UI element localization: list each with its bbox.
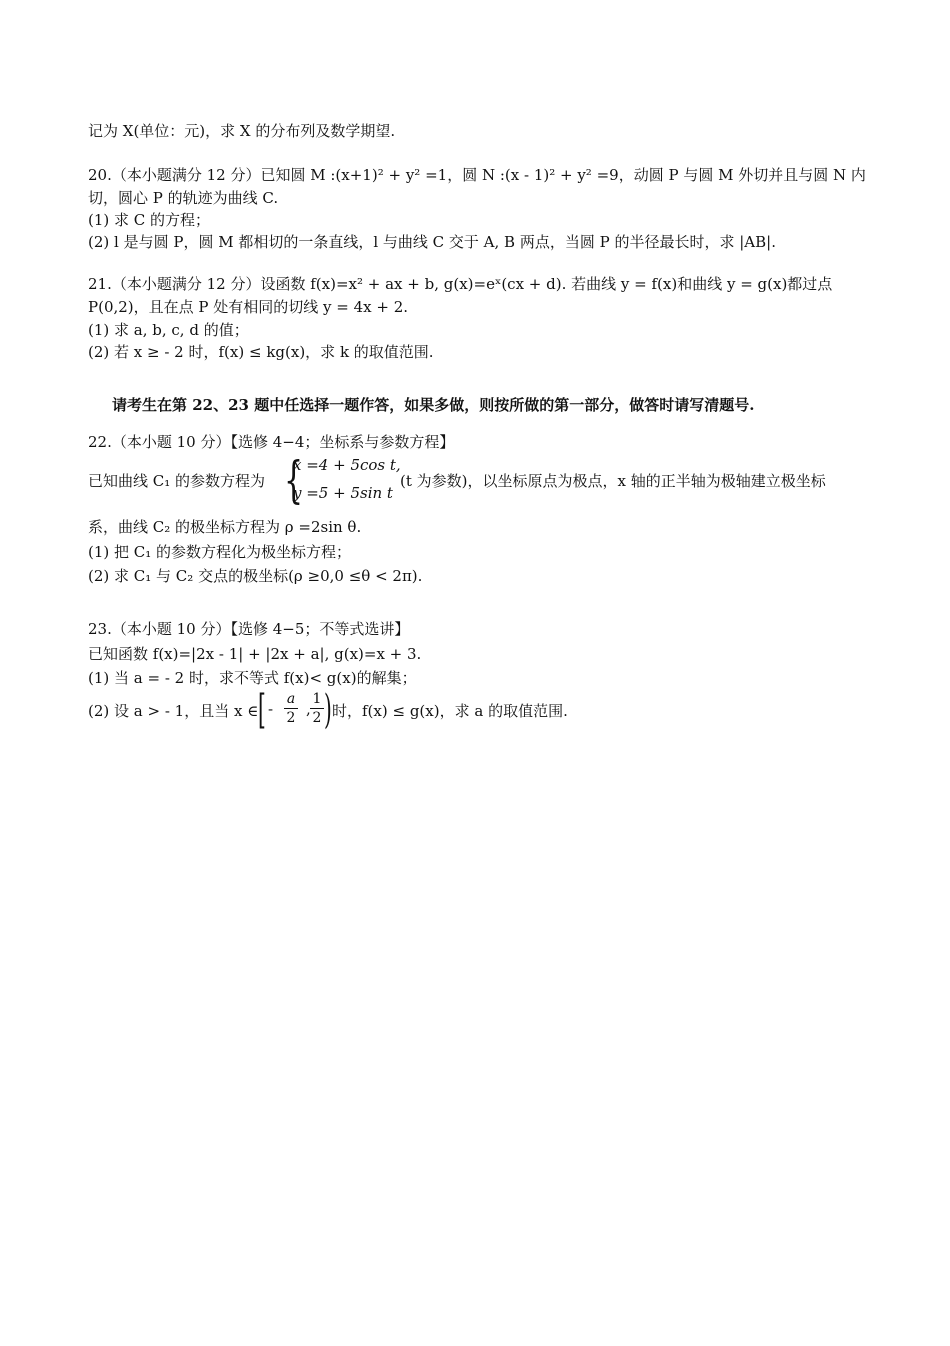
interval-suffix: 时，f(x) ≤ g(x)，求 a 的取值范围. [332,702,568,720]
fraction-denominator: 2 [312,710,322,726]
question-20-line: 20.（本小题满分 12 分）已知圆 M :(x+1)² + y² =1，圆 N :(x - 1)² + y² =9，动圆 P 与圆 M 外切并且与圆 N 内 [88,166,866,184]
left-bracket: [ [258,687,266,733]
question-22-system [88,452,868,510]
right-paren: ) [324,687,332,733]
fraction-1-over-2 [310,690,324,727]
question-23-part: (1) 当 a = - 2 时，求不等式 f(x)< g(x)的解集； [88,669,417,687]
left-brace: { [284,451,304,509]
question-22-part: (2) 求 C₁ 与 C₂ 交点的极坐标(ρ ≥0,0 ≤θ < 2π). [88,567,423,585]
question-23-part-2 [88,688,868,734]
system-equation-2: y =5 + 5sin t [293,484,393,502]
question-23-line: 已知函数 f(x)=|2x - 1| + |2x + a|, g(x)=x + 3. [88,645,422,663]
interval-comma: , [306,700,311,718]
fraction-a-over-2 [284,690,298,727]
fraction-denominator: 2 [286,710,296,726]
question-21-part: (2) 若 x ≥ - 2 时，f(x) ≤ kg(x)，求 k 的取值范围. [88,343,434,361]
question-22-line: 系，曲线 C₂ 的极坐标方程为 ρ =2sin θ. [88,518,362,536]
question-20-part: (1) 求 C 的方程； [88,211,211,229]
section-notice: 请考生在第 22、23 题中任选择一题作答，如果多做，则按所做的第一部分，做答时请写清题号. [112,396,755,414]
fraction-numerator: a [284,690,298,709]
text-line: 记为 X(单位：元)，求 X 的分布列及数学期望. [88,122,396,140]
system-prefix: 已知曲线 C₁ 的参数方程为 [88,472,266,490]
system-suffix: (t 为参数)，以坐标原点为极点，x 轴的正半轴为极轴建立极坐标 [400,472,826,490]
fraction-numerator: 1 [310,690,324,709]
question-21-part: (1) 求 a, b, c, d 的值； [88,321,249,339]
minus-sign: - [268,700,274,718]
question-22-heading: 22.（本小题 10 分）【选修 4−4；坐标系与参数方程】 [88,433,455,451]
question-21-line: 21.（本小题满分 12 分）设函数 f(x)=x² + ax + b, g(x)=eˣ(cx + d). 若曲线 y = f(x)和曲线 y = g(x)都过点 [88,275,833,293]
question-22-part: (1) 把 C₁ 的参数方程化为极坐标方程； [88,543,352,561]
question-21-line: P(0,2)，且在点 P 处有相同的切线 y = 4x + 2. [88,298,409,316]
question-23-heading: 23.（本小题 10 分）【选修 4−5；不等式选讲】 [88,620,410,638]
question-20-part: (2) l 是与圆 P，圆 M 都相切的一条直线，l 与曲线 C 交于 A, B 两点，当圆 P 的半径最长时，求 |AB|. [88,233,776,251]
system-equation-1: x =4 + 5cos t, [293,456,401,474]
question-20-line: 切，圆心 P 的轨迹为曲线 C. [88,189,279,207]
interval-prefix: (2) 设 a > - 1，且当 x ∈ [88,702,259,720]
